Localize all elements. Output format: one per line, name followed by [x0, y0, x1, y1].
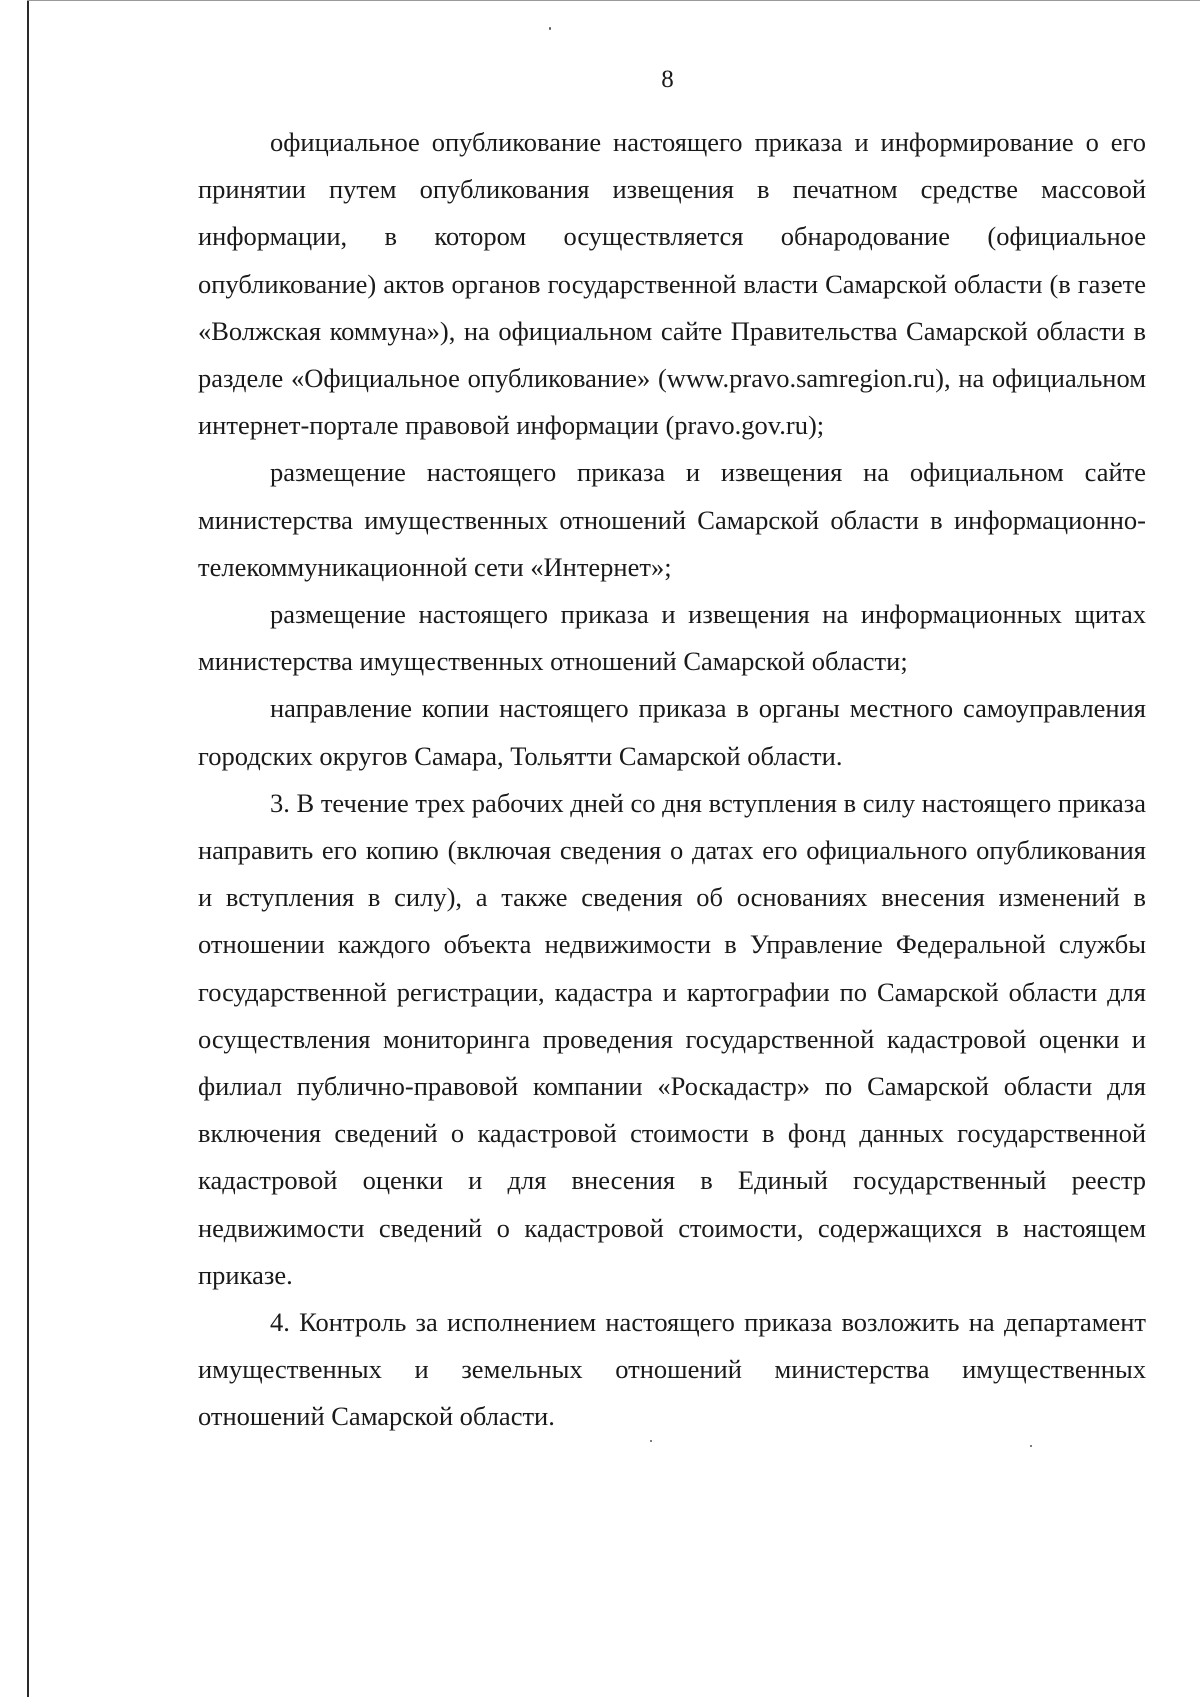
paragraph-copy-to-local-government: направление копии настоящего приказа в органы местного самоуправления городских округов Самара, Тольятти Самарской области. — [198, 693, 1146, 771]
paragraph-item-4: 4. Контроль за исполнением настоящего приказа возложить на департамент имущественных и земельных отношений министерства имущественных отношений Самарской области. — [198, 1307, 1146, 1432]
page-number: 8 — [661, 66, 674, 93]
scan-speck — [549, 27, 551, 30]
document-body — [198, 119, 1146, 1441]
paragraph-official-publication: официальное опубликование настоящего приказа и информирование о его принятии путем опубликования извещения в печатном средстве массовой информации, в котором осуществляется обнародование (официальное опубликование) актов органов государственной власти Самарской области (в газете «Волжская коммуна»), на официальном сайте Правительства Самарской области в разделе «Официальное опубликование» (www.pravo.samregion.ru), на официальном интернет-портале правовой информации (pravo.gov.ru); — [198, 127, 1146, 441]
paragraph-board-placement: размещение настоящего приказа и извещения на информационных щитах министерства имущественных отношений Самарской области; — [198, 599, 1146, 677]
paragraph-website-placement: размещение настоящего приказа и извещения на официальном сайте министерства имущественных отношений Самарской области в информационно-телекоммуникационной сети «Интернет»; — [198, 457, 1146, 582]
scan-edge-top — [27, 0, 1200, 1]
paragraph-item-3: 3. В течение трех рабочих дней со дня вступления в силу настоящего приказа направить его копию (включая сведения о датах его официального опубликования и вступления в силу), а также сведения об основаниях внесения изменений в отношении каждого объекта недвижимости в Управление Федеральной службы государственной регистрации, кадастра и картографии по Самарской области для осуществления мониторинга проведения государственной кадастровой оценки и филиал публично-правовой компании «Роскадастр» по Самарской области для включения сведений о кадастровой стоимости в фонд данных государственной кадастровой оценки и для внесения в Единый государственный реестр недвижимости сведений о кадастровой стоимости, содержащихся в настоящем приказе. — [198, 787, 1146, 1290]
scan-speck — [1030, 1445, 1032, 1447]
scan-edge-left — [27, 0, 29, 1697]
